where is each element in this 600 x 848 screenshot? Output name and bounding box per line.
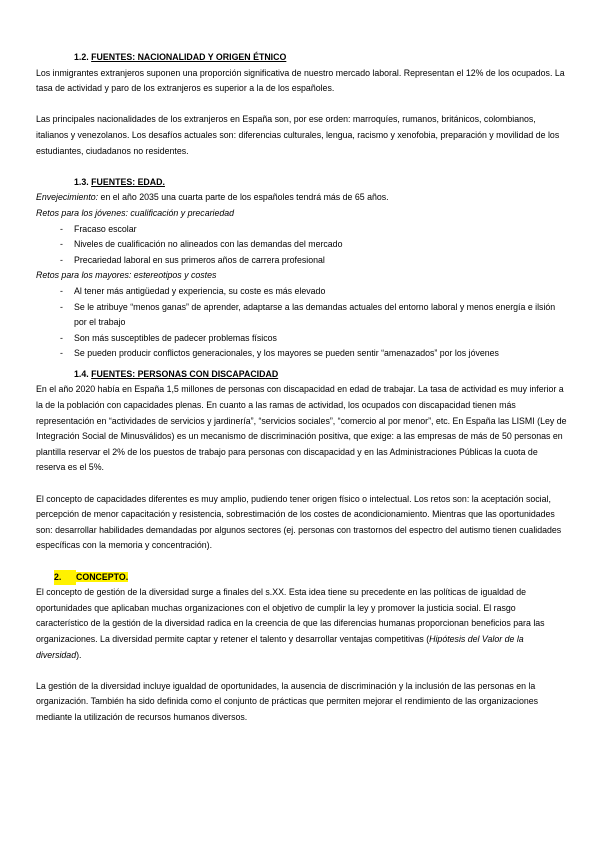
heading-1-2-number: 1.2. (74, 52, 89, 62)
hipotesis-italic: Hipótesis del Valor de la diversidad (36, 633, 524, 660)
heading-2 (54, 570, 568, 586)
list-item: - Se le atribuye “menos ganas” de aprender, adaptarse a las demandas actuales del entorno laboral y menos energía e ilsión por el trabajo (60, 300, 568, 331)
heading-1-3 (74, 175, 568, 191)
paragraph-concepto-2: La gestión de la diversidad incluye igualdad de oportunidades, la ausencia de discriminación y la inclusión de las personas en la organización. También ha sido definida como el conjunto de prácticas que permiten mejorar el rendimiento de las organizaciones mediante la utilización de recursos humanos diversos. (36, 680, 539, 722)
paragraph-envejecimiento (36, 190, 568, 206)
paragraph-concepto-1 (36, 585, 568, 663)
concepto-text-a: El concepto de gestión de la diversidad surge a finales del s.XX. Esta idea tiene su precedente en las políticas de igualdad de oportunidades que aplicaban muchas organizaciones con el objetivo de cumplir la ley y promover la justicia social. El rasgo característico de la gestión de la diversidad radica en la creencia de que las diferencias humanas proporcionan beneficios para las organizaciones. La diversidad permite captar y retener el talento y desarrollar ventajas competitivas ( (36, 587, 545, 644)
heading-1-2-title: FUENTES: NACIONALIDAD Y ORIGEN ÉTNICO (91, 52, 287, 62)
paragraph-discapacidad-1: En el año 2020 había en España 1,5 millones de personas con discapacidad en edad de trabajar. La tasa de actividad es muy inferior a la de la población con capacidades plenas. En cuanto a las ramas de actividad, los ocupados con discapacidad tienen más representación en “actividades de servicios y jardinería”, “servicios sociales”, “comercio al por menor”, etc. En España las LISMI (Ley de Integración Social de Minusválidos) es un mecanismo de discriminación positiva, que exige: a las empresas de más de 50 personas en plantilla reservar el 2% de los puestos de trabajo para personas con discapacidad y en las Administraciones Públicas la cuota de reserva es el 5%. (36, 384, 567, 473)
paragraph-nacionalidad-2: Las principales nacionalidades de los extranjeros en España son, por ese orden: marroquíes, rumanos, británicos, colombianos, italianos y venezolanos. Los desafíos actuales son: diferencias culturales, lengua, racismo y xenofobia, preparación y movilidad de los estudiantes, ciudadanos no residentes. (36, 114, 560, 156)
retos-mayores-label: Retos para los mayores: estereotipos y costes (36, 270, 217, 281)
retos-jovenes-label: Retos para los jóvenes: cualificación y precariedad (36, 207, 235, 218)
concepto-text-b: ). (76, 649, 82, 660)
paragraph-discapacidad-2: El concepto de capacidades diferentes es muy amplio, pudiendo tener origen físico o intelectual. Los retos son: la aceptación social, percepción de menor capacitación y resistencia, sobrestimación de los costes de acondicionamiento. Mientras que las oportunidades son: desarrollar habilidades demandadas por algunos sectores (ej. personas con trastornos del espectro del autismo tienen cualidades específicas con la memoria y concentración). (36, 493, 562, 551)
heading-1-3-title: FUENTES: EDAD. (91, 176, 165, 187)
paragraph-nacionalidad-1: Los inmigrantes extranjeros suponen una proporción significativa de nuestro mercado laboral. Representan el 12% de los ocupados. La tasa de actividad y paro de los extranjeros es superior a la de los españoles. (36, 67, 565, 94)
heading-1-2 (74, 50, 568, 66)
list-item: - Niveles de cualificación no alineados con las demandas del mercado (60, 237, 568, 253)
envejecimiento-text: en el año 2035 una cuarta parte de los españoles tendrá más de 65 años. (98, 192, 389, 203)
list-item: - Se pueden producir conflictos generacionales, y los mayores se pueden sentir “amenazados” por los jóvenes (60, 346, 568, 362)
heading-1-4-number: 1.4. (74, 368, 89, 379)
heading-2-title: CONCEPTO. (76, 571, 129, 582)
list-item: - Fracaso escolar (60, 222, 568, 238)
heading-2-number: 2. (54, 570, 76, 586)
heading-1-3-number: 1.3. (74, 176, 89, 187)
list-item: - Al tener más antigüedad y experiencia, su coste es más elevado (60, 284, 568, 300)
list-item: - Son más susceptibles de padecer problemas físicos (60, 331, 568, 347)
retos-jovenes-list (36, 222, 568, 269)
envejecimiento-label: Envejecimiento: (36, 192, 99, 203)
document-page (36, 50, 568, 726)
heading-1-4 (74, 367, 568, 383)
retos-mayores-list (36, 284, 568, 362)
list-item: - Precariedad laboral en sus primeros años de carrera profesional (60, 253, 568, 269)
heading-1-4-title: FUENTES: PERSONAS CON DISCAPACIDAD (91, 368, 279, 379)
